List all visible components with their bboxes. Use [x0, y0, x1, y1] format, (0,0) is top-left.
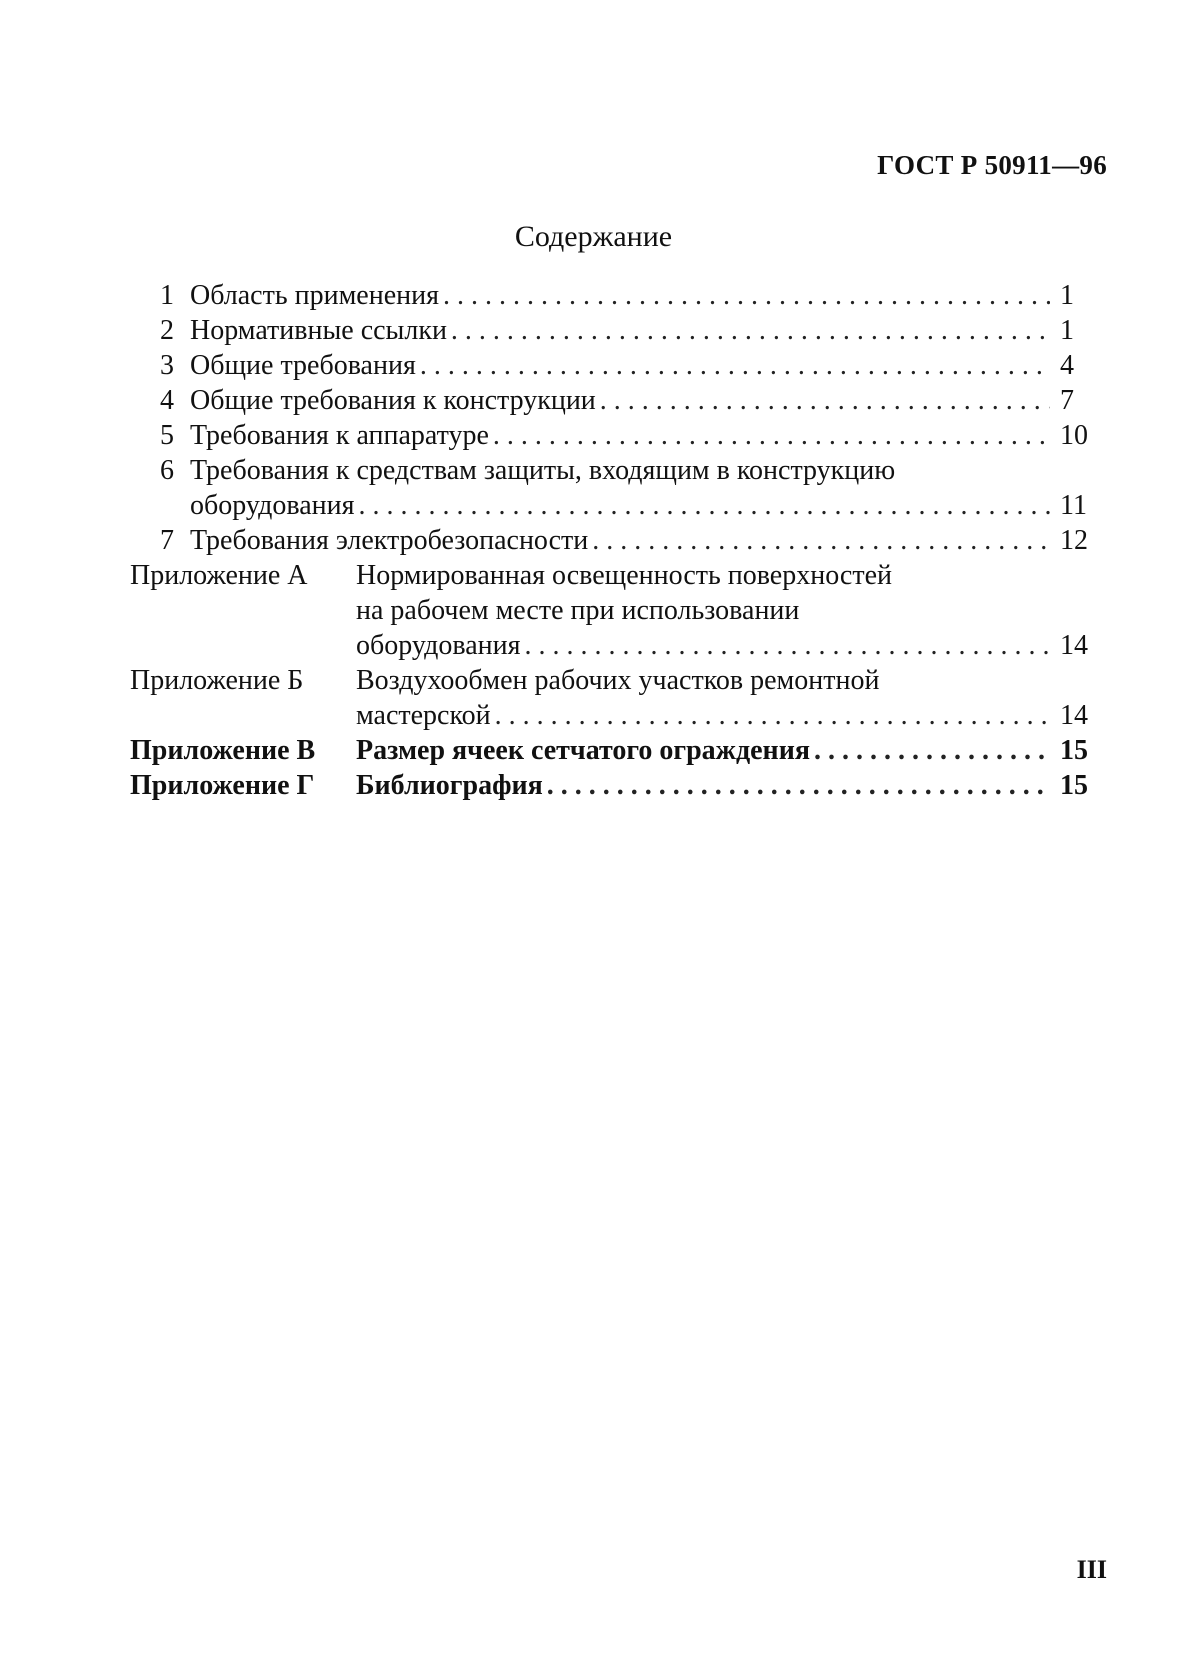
toc-page: 1 — [1060, 280, 1074, 311]
toc-text: Требования к средствам защиты, входящим в конструкцию — [190, 455, 896, 486]
toc-text: Требования к аппаратуре — [190, 420, 489, 451]
toc-page: 15 — [1060, 770, 1088, 801]
leader-dots — [359, 488, 1051, 523]
appendix-label: Приложение А — [130, 560, 308, 591]
toc-number: 6 — [160, 455, 174, 486]
leader-dots — [814, 733, 1050, 768]
toc-page: 10 — [1060, 420, 1088, 451]
leader-dots — [600, 383, 1050, 418]
toc-text: Общие требования — [190, 350, 416, 381]
toc-text: оборудования — [356, 630, 521, 661]
toc-page: 14 — [1060, 630, 1088, 661]
toc-page: 11 — [1060, 490, 1087, 521]
toc-text: Размер ячеек сетчатого ограждения — [356, 735, 810, 766]
toc-entry-2[interactable] — [160, 313, 1110, 348]
toc-entry-1[interactable] — [160, 278, 1110, 313]
toc-text: Нормированная освещенность поверхностей — [356, 560, 892, 591]
toc-entry-3[interactable] — [160, 348, 1110, 383]
toc-entry-7[interactable] — [160, 523, 1110, 558]
toc-text: Область применения — [190, 280, 439, 311]
toc-appendix-a-cont[interactable] — [130, 593, 1110, 628]
toc-title: Содержание — [514, 220, 673, 253]
leader-dots — [495, 698, 1050, 733]
leader-dots — [443, 278, 1050, 313]
toc-page: 1 — [1060, 315, 1074, 346]
toc-number: 5 — [160, 420, 174, 451]
appendix-label: Приложение В — [130, 735, 316, 766]
toc-text: мастерской — [356, 700, 491, 731]
toc-entry-5[interactable] — [160, 418, 1110, 453]
toc-text: на рабочем месте при использовании — [356, 595, 800, 626]
toc-entry-6[interactable] — [160, 453, 1110, 488]
toc-appendix-g[interactable] — [130, 768, 1110, 803]
toc-text: оборудования — [190, 490, 355, 521]
toc-entry-4[interactable] — [160, 383, 1110, 418]
toc-text: Требования электробезопасности — [190, 525, 589, 556]
leader-dots — [451, 313, 1050, 348]
toc-number: 2 — [160, 315, 174, 346]
toc-page: 14 — [1060, 700, 1088, 731]
appendix-label: Приложение Б — [130, 665, 304, 696]
document-code: ГОСТ Р 50911—96 — [877, 150, 1107, 180]
leader-dots — [420, 348, 1050, 383]
table-of-contents — [130, 278, 1110, 803]
toc-page: 4 — [1060, 350, 1074, 381]
toc-number: 4 — [160, 385, 174, 416]
toc-appendix-b[interactable] — [130, 663, 1110, 698]
toc-entry-6-cont[interactable] — [160, 488, 1110, 523]
toc-text: Воздухообмен рабочих участков ремонтной — [356, 665, 880, 696]
toc-appendix-v[interactable] — [130, 733, 1110, 768]
toc-page: 15 — [1060, 735, 1088, 766]
leader-dots — [493, 418, 1050, 453]
toc-page: 12 — [1060, 525, 1088, 556]
leader-dots — [592, 523, 1050, 558]
toc-number: 1 — [160, 280, 174, 311]
toc-text: Библиография — [356, 770, 543, 801]
toc-appendix-a[interactable] — [130, 558, 1110, 593]
toc-text: Общие требования к конструкции — [190, 385, 596, 416]
appendix-label: Приложение Г — [130, 770, 315, 801]
toc-page: 7 — [1060, 385, 1074, 416]
toc-number: 7 — [160, 525, 174, 556]
leader-dots — [525, 628, 1051, 663]
toc-text: Нормативные ссылки — [190, 315, 447, 346]
page-number: III — [1076, 1555, 1107, 1584]
toc-appendix-b-cont[interactable] — [130, 698, 1110, 733]
toc-number: 3 — [160, 350, 174, 381]
leader-dots — [547, 768, 1050, 803]
toc-appendix-a-cont2[interactable] — [130, 628, 1110, 663]
